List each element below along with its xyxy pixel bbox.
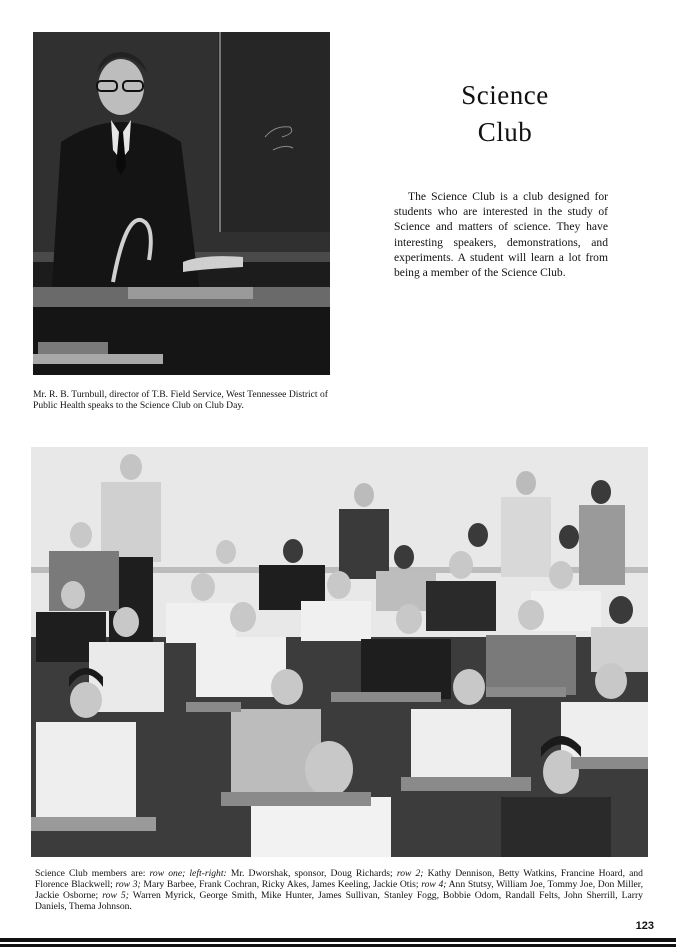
row-names: Mr. Dworshak, sponsor, Doug Richards; [226, 868, 397, 879]
group-photo [31, 447, 648, 857]
title-line-1: Science [461, 80, 549, 110]
row-label: row 2; [396, 868, 424, 879]
row-names: Warren Myrick, George Smith, Mike Hunter, James Sullivan, Stanley Fogg, Bobbie Odom, Randall Felts, John Sherrill, Larry Daniels, Thema Johnson. [35, 890, 643, 912]
speaker-photo [33, 32, 330, 375]
speaker-face [98, 59, 144, 115]
row-names: Kathy Dennison, Betty Watkins, Francine Hoard, and Florence Blackwell; [35, 868, 643, 890]
page-title [440, 77, 570, 151]
speaker-photo-illustration [33, 32, 330, 375]
row-label: row 3; [115, 879, 141, 890]
group-photo-caption [35, 868, 643, 912]
row-label: row 5; [102, 890, 129, 901]
group-photo-illustration [31, 447, 648, 857]
caption-intro: Science Club members are: [35, 868, 150, 879]
page-number: 123 [635, 920, 654, 932]
row-names: Mary Barbee, Frank Cochran, Ricky Akes, James Keeling, Jackie Otis; [140, 879, 422, 890]
row-names: Ann Stutsy, William Joe, Tommy Joe, Don Miller, Jackie Osborne; [35, 879, 643, 901]
row-label: row 4; [421, 879, 447, 890]
title-line-2: Club [477, 117, 533, 147]
speaker-photo-caption: Mr. R. B. Turnbull, director of T.B. Field Service, West Tennessee District of Public Health speaks to the Science Club on Club Day. [33, 389, 328, 411]
bottom-rule [0, 938, 676, 942]
row-label: row one; left-right: [149, 868, 227, 879]
intro-paragraph: The Science Club is a club designed for students who are interested in the study of Science and matters of science. They have interesting speakers, demonstrations, and experiments. A student will learn a lot from being a member of the Science Club. [394, 190, 608, 280]
